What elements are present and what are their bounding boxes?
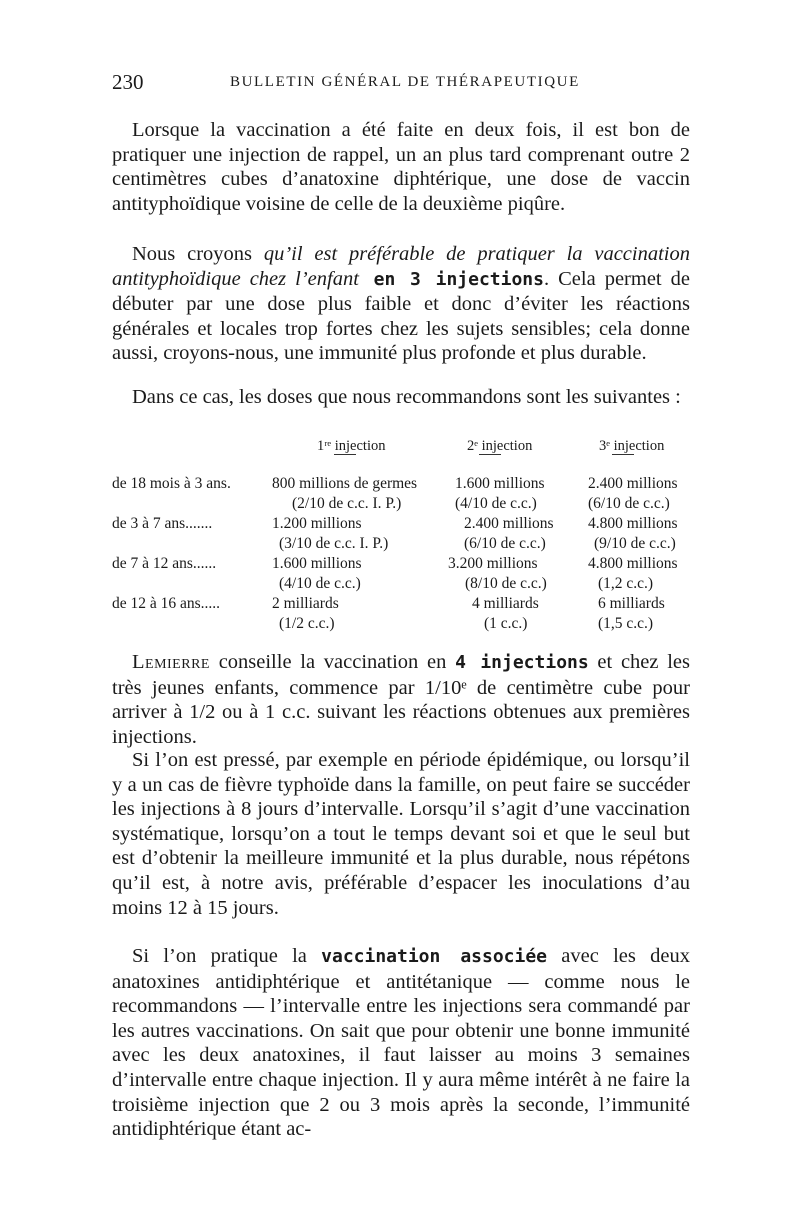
- running-title: BULLETIN GÉNÉRAL DE THÉRAPEUTIQUE: [230, 74, 580, 90]
- p2-rest: . Cela permet de débuter par une dose plus faible et donc d’éviter les réactions générales et locales trop fortes chez les sujets sensibles; cela donne aussi, croyons-nous, une immunité plus profonde et plus durable.: [112, 267, 690, 365]
- paragraph-intervalle: Si l’on est pressé, par exemple en période épidémique, ou lorsqu’il y a un cas de fièvre typhoïde dans la famille, on peut faire se succéder les injections à 8 jours d’intervalle. Lorsqu’il s’agit d’une vaccination systématique, lorsqu’on a tout le temps devant soi et que le seul but est d’obtenir la meilleure immunité et la plus durable, nous répétons qu’il est, à notre avis, préférable d’espacer les inoculations d’au moins 12 à 15 jours.: [112, 749, 690, 919]
- dose-1-cell: 800 millions de germes: [272, 475, 418, 492]
- table-row: [112, 515, 702, 535]
- dose-2-cell: 3.200 millions: [448, 555, 538, 572]
- dose-3-cell: 4.800 millions: [588, 515, 678, 532]
- p4-bold: 4 injections: [455, 652, 589, 673]
- age-cell: de 18 mois à 3 ans.: [112, 475, 231, 492]
- p2-italic: qu’il est préférable de pratiquer la vaccination antityphoïdique chez l’enfant: [112, 243, 690, 290]
- dose-3-cell: 6 milliards: [598, 595, 665, 612]
- dose-1-cell: 1.600 millions: [272, 555, 362, 572]
- age-cell: de 3 à 7 ans.......: [112, 515, 213, 532]
- dose-3-cell: (1,5 c.c.): [598, 615, 654, 632]
- table-row: [112, 555, 702, 575]
- header-dash: [612, 454, 634, 455]
- header-dash: [479, 454, 501, 455]
- dose-2-cell: (8/10 de c.c.): [465, 575, 547, 592]
- dose-2-cell: 1.600 millions: [455, 475, 545, 492]
- dose-1-cell: (2/10 de c.c. I. P.): [292, 495, 402, 512]
- table-row: [112, 615, 702, 635]
- table-header-1: 1ʳᵉ injection: [317, 438, 386, 454]
- page-header: [112, 70, 692, 100]
- dose-3-cell: 2.400 millions: [588, 475, 678, 492]
- dose-3-cell: (9/10 de c.c.): [594, 535, 676, 552]
- table-header-2: 2ᵉ injection: [467, 438, 533, 454]
- paragraph-trois-injections: [112, 242, 690, 366]
- age-cell: de 12 à 16 ans.....: [112, 595, 221, 612]
- dose-3-cell: 4.800 millions: [588, 555, 678, 572]
- p4-rest: et chez les très jeunes enfants, commence par 1/10ᵉ de centimètre cube pour arriver à 1/2 ou à 1 c.c. suivant les réactions obtenues aux premières injections.: [112, 651, 690, 748]
- paragraph-doses-intro: Dans ce cas, les doses que nous recommandons sont les suivantes :: [132, 386, 681, 408]
- dose-2-cell: (4/10 de c.c.): [455, 495, 537, 512]
- age-cell: de 7 à 12 ans......: [112, 555, 217, 572]
- p6-bold: vaccination associée: [321, 946, 548, 967]
- table-row: [112, 595, 702, 615]
- table-row: [112, 575, 702, 595]
- page-number: 230: [112, 70, 144, 94]
- table-row: [112, 495, 702, 515]
- table-header-3: 3ᵉ injection: [599, 438, 665, 454]
- dose-3-cell: (1,2 c.c.): [598, 575, 654, 592]
- dose-1-cell: 2 milliards: [272, 595, 339, 612]
- table-row: [112, 535, 702, 555]
- dose-2-cell: (1 c.c.): [484, 615, 528, 632]
- dose-1-cell: (1/2 c.c.): [279, 615, 335, 632]
- paragraph-vaccination-associee: [112, 944, 690, 1142]
- p2-bold: en 3 injections: [358, 268, 544, 290]
- paragraph-lemierre: [112, 650, 690, 749]
- author-name: Lemierre: [132, 651, 210, 673]
- p4-mid: conseille la vaccination en: [209, 651, 456, 673]
- dose-1-cell: (3/10 de c.c. I. P.): [279, 535, 389, 552]
- p6-rest: avec les deux anatoxines antidiphtérique et antitétanique — comme nous le recommandons — l’intervalle entre les injections sera commandé par les autres vaccinations. On sait que pour obtenir une bonne immunité avec les deux anatoxines, il faut laisser au moins 3 semaines d’intervalle entre chaque injection. Il y aura même intérêt à ne faire la troisième injection que 2 ou 3 mois après la seconde, l’immunité antidiphtérique étant ac-: [112, 945, 690, 1141]
- paragraph-rappel: Lorsque la vaccination a été faite en deux fois, il est bon de pratiquer une injection de rappel, un an plus tard comprenant outre 2 centimètres cubes d’anatoxine diphtérique, une dose de vaccin antityphoïdique voisine de celle de la deuxième piqûre.: [112, 119, 690, 215]
- dose-2-cell: (6/10 de c.c.): [464, 535, 546, 552]
- dose-1-cell: (4/10 de c.c.): [279, 575, 361, 592]
- dose-1-cell: 1.200 millions: [272, 515, 362, 532]
- dose-3-cell: (6/10 de c.c.): [588, 495, 670, 512]
- header-dash: [334, 454, 356, 455]
- p6-lead: Si l’on pratique la: [132, 945, 322, 967]
- dose-2-cell: 4 milliards: [472, 595, 539, 612]
- table-row: [112, 475, 702, 495]
- dose-2-cell: 2.400 millions: [464, 515, 554, 532]
- p2-lead: Nous croyons: [132, 243, 264, 265]
